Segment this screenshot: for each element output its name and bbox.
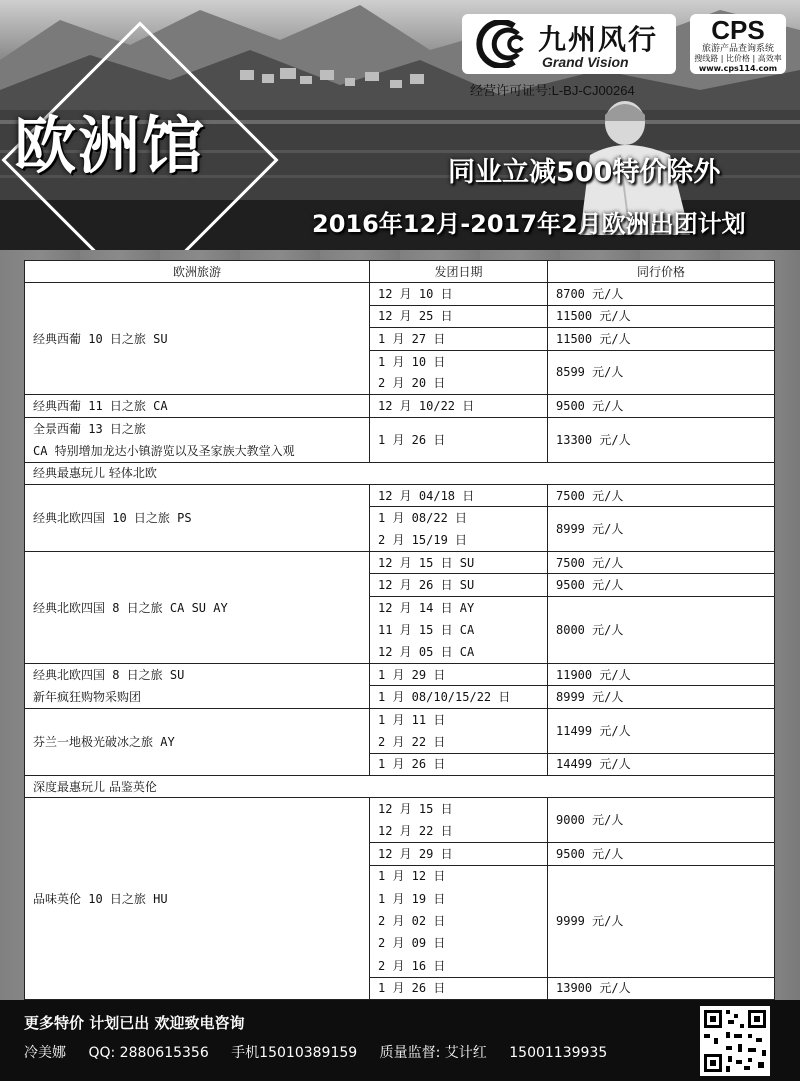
- price-cell: 11900 元/人: [548, 664, 775, 686]
- date-cell: 2 月 15/19 日: [370, 529, 548, 551]
- date-cell: 12 月 29 日: [370, 843, 548, 865]
- date-cell: 1 月 27 日: [370, 328, 548, 350]
- contact-footer: [0, 1000, 800, 1081]
- price-cell: 11500 元/人: [548, 328, 775, 350]
- route-cell: 经典西葡 10 日之旅 SU: [25, 283, 370, 395]
- contact-line: [24, 1042, 625, 1062]
- price-cell: 8700 元/人: [548, 283, 775, 305]
- route-cell: 新年疯狂购物采购团: [25, 686, 370, 708]
- date-cell: 1 月 12 日: [370, 865, 548, 887]
- date-cell: 1 月 19 日: [370, 887, 548, 909]
- section-row: [25, 462, 775, 484]
- logo-swirl-icon: [468, 20, 534, 68]
- header-route: 欧洲旅游: [25, 261, 370, 283]
- footer-tagline: 更多特价 计划已出 欢迎致电咨询: [24, 1014, 245, 1032]
- table-row: [25, 283, 775, 305]
- date-cell: 2 月 22 日: [370, 731, 548, 753]
- date-cell: 1 月 29 日: [370, 664, 548, 686]
- date-cell: 1 月 08/10/15/22 日: [370, 686, 548, 708]
- price-cell: 11499 元/人: [548, 708, 775, 753]
- date-cell: 1 月 26 日: [370, 977, 548, 999]
- date-cell: 12 月 05 日 CA: [370, 641, 548, 663]
- price-cell: 8999 元/人: [548, 686, 775, 708]
- price-cell: 8999 元/人: [548, 507, 775, 552]
- supervisor-phone[interactable]: 15001139935: [509, 1045, 608, 1061]
- date-cell: 1 月 08/22 日: [370, 507, 548, 529]
- cps-subtitle: 旅游产品查询系统: [701, 44, 774, 54]
- price-cell: 11500 元/人: [548, 305, 775, 327]
- hall-title: 欧洲馆: [14, 109, 207, 182]
- date-cell: 1 月 11 日: [370, 708, 548, 730]
- date-cell: 12 月 10/22 日: [370, 395, 548, 417]
- business-license: 经营许可证号:L-BJ-CJ00264: [470, 83, 635, 98]
- route-cell: 经典北欧四国 10 日之旅 PS: [25, 484, 370, 551]
- table-row: [25, 484, 775, 506]
- header-date: 发团日期: [370, 261, 548, 283]
- date-cell: 12 月 25 日: [370, 305, 548, 327]
- price-cell: 7500 元/人: [548, 552, 775, 574]
- schedule-section: [0, 250, 800, 1000]
- route-cell: 全景西葡 13 日之旅: [25, 417, 370, 439]
- route-cell: 经典北欧四国 8 日之旅 SU: [25, 664, 370, 686]
- route-cell-note: CA 特别增加龙达小镇游览以及圣家族大教堂入观: [25, 440, 370, 462]
- price-cell: 8000 元/人: [548, 596, 775, 663]
- date-cell: 12 月 15 日: [370, 798, 548, 820]
- tour-schedule-table: [24, 260, 775, 1000]
- date-cell: 1 月 10 日: [370, 350, 548, 372]
- date-cell: 2 月 09 日: [370, 932, 548, 954]
- cps-title: CPS: [711, 15, 765, 45]
- price-cell: 9500 元/人: [548, 574, 775, 596]
- table-row: [25, 417, 775, 439]
- table-row: [25, 686, 775, 708]
- table-header-row: [25, 261, 775, 283]
- section-row: [25, 775, 775, 797]
- route-cell: 品味英伦 10 日之旅 HU: [25, 798, 370, 1000]
- date-cell: 12 月 04/18 日: [370, 484, 548, 506]
- section-title-nordic: 经典最惠玩儿 轻体北欧: [25, 462, 775, 484]
- price-cell: 9500 元/人: [548, 395, 775, 417]
- schedule-title: 2016年12月-2017年2月欧洲出团计划: [312, 210, 746, 238]
- logo-chinese-name: 九州风行: [538, 23, 659, 56]
- qr-code-icon[interactable]: [700, 1006, 770, 1076]
- price-cell: 7500 元/人: [548, 484, 775, 506]
- contact-mobile[interactable]: 手机15010389159: [231, 1045, 358, 1061]
- cps-tagline: 搜线路 | 比价格 | 高效率: [694, 54, 782, 63]
- date-cell: 12 月 26 日 SU: [370, 574, 548, 596]
- contact-name: 冷美娜: [24, 1045, 66, 1061]
- table-row: [25, 664, 775, 686]
- table-row: [25, 708, 775, 730]
- price-cell: 14499 元/人: [548, 753, 775, 775]
- section-title-britain: 深度最惠玩儿 品鉴英伦: [25, 775, 775, 797]
- date-cell: 1 月 26 日: [370, 417, 548, 462]
- route-cell: 芬兰一地极光破冰之旅 AY: [25, 708, 370, 775]
- price-cell: 13300 元/人: [548, 417, 775, 462]
- date-cell: 2 月 02 日: [370, 910, 548, 932]
- price-cell: 9999 元/人: [548, 865, 775, 977]
- date-cell: 12 月 22 日: [370, 820, 548, 842]
- header-banner: [0, 0, 800, 255]
- table-row: [25, 798, 775, 820]
- date-cell: 11 月 15 日 CA: [370, 619, 548, 641]
- cps-url: www.cps114.com: [698, 64, 778, 73]
- table-row: [25, 395, 775, 417]
- date-cell: 1 月 26 日: [370, 753, 548, 775]
- contact-qq[interactable]: QQ: 2880615356: [88, 1045, 209, 1061]
- date-cell: 12 月 14 日 AY: [370, 596, 548, 618]
- price-cell: 8599 元/人: [548, 350, 775, 395]
- header-price: 同行价格: [548, 261, 775, 283]
- price-cell: 9500 元/人: [548, 843, 775, 865]
- logo-english-name: Grand Vision: [542, 54, 629, 70]
- date-cell: 12 月 15 日 SU: [370, 552, 548, 574]
- date-cell: 2 月 20 日: [370, 372, 548, 394]
- promo-headline: 同业立减500特价除外: [448, 157, 721, 188]
- cps-logo[interactable]: [690, 14, 786, 74]
- date-cell: 2 月 16 日: [370, 955, 548, 977]
- price-cell: 13900 元/人: [548, 977, 775, 999]
- price-cell: 9000 元/人: [548, 798, 775, 843]
- route-cell: 经典北欧四国 8 日之旅 CA SU AY: [25, 552, 370, 664]
- date-cell: 12 月 10 日: [370, 283, 548, 305]
- company-logo[interactable]: [462, 14, 676, 74]
- table-row: [25, 552, 775, 574]
- route-cell: 经典西葡 11 日之旅 CA: [25, 395, 370, 417]
- quality-supervisor: 质量监督: 艾计红: [379, 1045, 487, 1061]
